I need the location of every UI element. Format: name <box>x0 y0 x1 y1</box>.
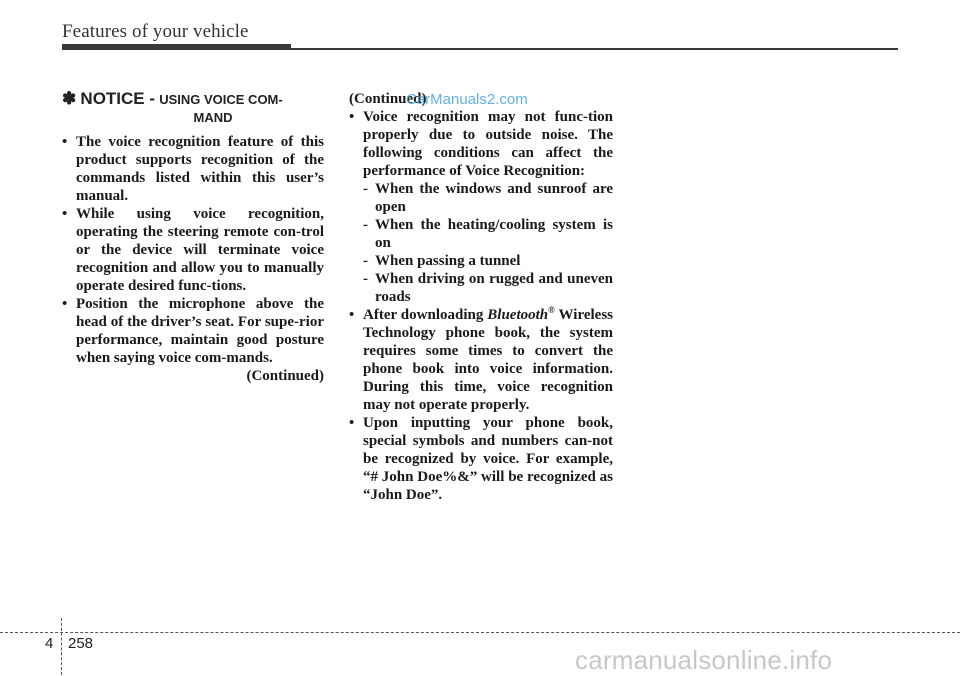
condition-text: When driving on rugged and uneven roads <box>375 271 613 305</box>
dash-marker: - <box>363 217 368 233</box>
bullet-marker: • <box>349 307 355 323</box>
condition-item <box>363 252 613 270</box>
condition-text: When passing a tunnel <box>375 253 521 269</box>
bullet-marker: • <box>349 109 355 125</box>
watermark-text: CarManuals2.com <box>406 91 528 108</box>
condition-item <box>363 270 613 306</box>
list-item <box>62 295 324 367</box>
page-header-title: Features of your vehicle <box>62 21 249 42</box>
bullet-rest: Wireless Technology phone book, the system requires some times to convert the phone book into voice information. During this time, voice recognition may not operate properly. <box>363 307 613 413</box>
dash-marker: - <box>363 271 368 287</box>
list-item <box>62 133 324 205</box>
condition-item <box>363 180 613 216</box>
bullet-marker: • <box>62 134 68 150</box>
registered-mark: ® <box>548 305 555 315</box>
footer-site-watermark: carmanualsonline.info <box>575 645 833 675</box>
continued-label: (Continued) <box>349 91 427 107</box>
bullet-text: Position the microphone above the head of the driver’s seat. For supe-rior performance, maintain good posture when saying voice com-mands. <box>76 296 324 366</box>
list-item <box>62 205 324 295</box>
dash-marker: - <box>363 253 368 269</box>
bullet-marker: • <box>349 415 355 431</box>
footer-dashed-rule <box>0 632 960 633</box>
bullet-text: Upon inputting your phone book, special symbols and numbers can-not be recognized by voice. For example, “# John Doe%&” will be recognized as “John Doe”. <box>363 415 613 503</box>
continued-label: (Continued) <box>246 368 324 384</box>
dash-marker: - <box>363 181 368 197</box>
bluetooth-brand: Bluetooth <box>487 307 549 323</box>
notice-label: NOTICE - <box>80 89 156 108</box>
notice-subject-line1: USING VOICE COM- <box>159 92 283 107</box>
chapter-number: 4 <box>45 635 54 652</box>
page-number: 258 <box>68 635 94 652</box>
header-rule <box>62 48 898 50</box>
notice-subject-line2: MAND <box>193 110 233 125</box>
bullet-text: While using voice recognition, operating the steering remote con-trol or the device will terminate voice recognition and allow you to manually operate desired func-tions. <box>76 206 324 294</box>
list-item <box>349 414 613 504</box>
right-column <box>349 90 613 504</box>
notice-asterisk-icon: ✽ <box>62 89 77 108</box>
bullet-text: Voice recognition may not func-tion properly due to outside noise. The following conditions can affect the performance of Voice Recognition: <box>363 109 613 179</box>
list-item <box>349 306 613 414</box>
condition-text: When the heating/cooling system is on <box>375 217 613 251</box>
footer-dashed-divider <box>61 618 62 675</box>
bullet-text <box>363 306 613 414</box>
bullet-prefix: After downloading <box>363 307 484 323</box>
bullet-marker: • <box>62 296 68 312</box>
condition-text: When the windows and sunroof are open <box>375 181 613 215</box>
bullet-text: The voice recognition feature of this product supports recognition of the commands listed within this user’s manual. <box>76 134 324 204</box>
notice-heading <box>62 90 324 127</box>
left-column <box>62 90 324 385</box>
condition-item <box>363 216 613 252</box>
list-item <box>349 108 613 180</box>
bullet-marker: • <box>62 206 68 222</box>
